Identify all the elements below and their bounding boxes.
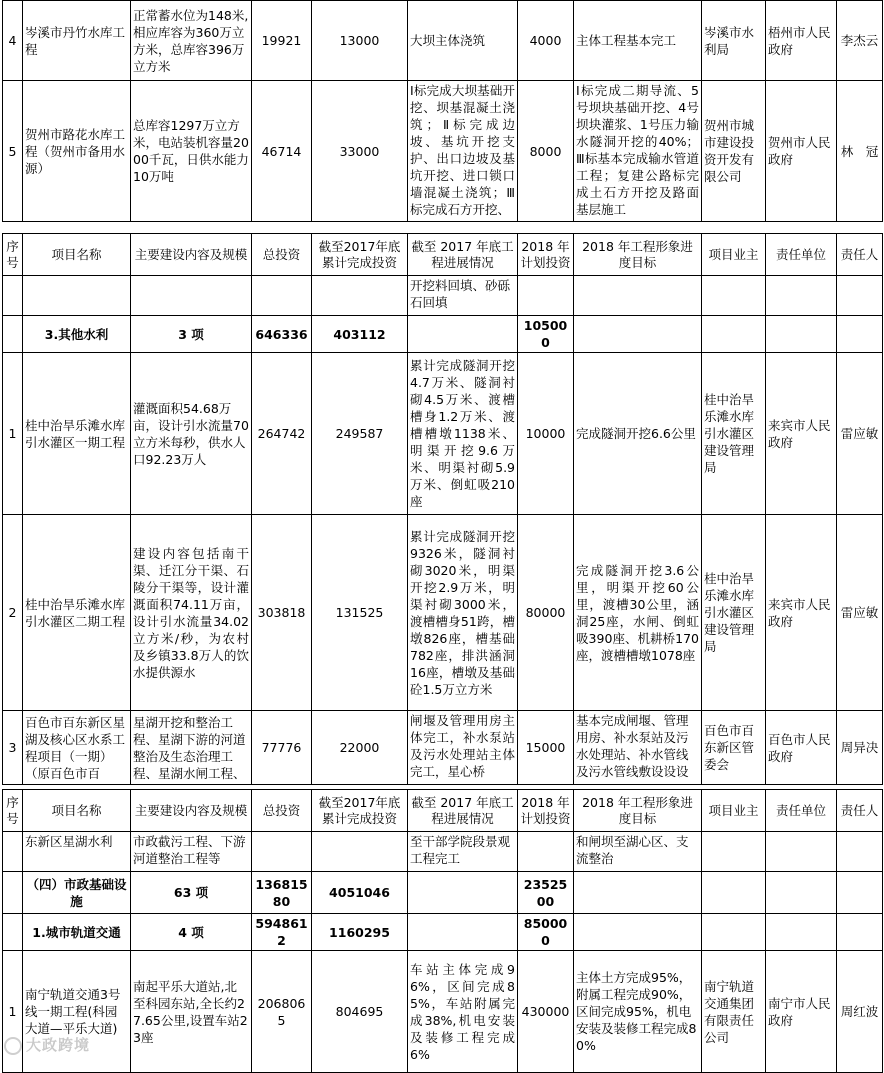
header-seq: 序号 (3, 790, 23, 832)
cell-total: 264742 (252, 353, 312, 515)
cell-name: 桂中治旱乐滩水库引水灌区一期工程 (23, 353, 131, 515)
section-cum: 4051046 (312, 872, 408, 914)
cell-seq: 2 (3, 515, 23, 711)
section-name: （四）市政基础设施 (23, 872, 131, 914)
cell-cum: 131525 (312, 515, 408, 711)
section-row (3, 914, 883, 951)
cell-name: 南宁轨道交通3号线一期工程(科园大道—平乐大道) (23, 951, 131, 1073)
cell-name: 桂中治旱乐滩水库引水灌区二期工程 (23, 515, 131, 711)
section-plan: 850000 (518, 914, 574, 951)
cell-plan: 80000 (518, 515, 574, 711)
cell-person: 雷应敏 (837, 353, 883, 515)
header-owner: 项目业主 (702, 790, 766, 832)
cell-target: Ⅰ标完成二期导流、5号坝块基础开挖、4号坝块灌浆、1号压力输水隧洞开挖的40%；Ⅲ标基本完成输水管道工程；复建公路标完成土石方开挖及路面基层施工 (574, 81, 702, 222)
cell-owner: 南宁轨道交通集团有限责任公司 (702, 951, 766, 1073)
cell-progress: 车站主体完成96%，区间完成85%，车站附属完成38%,机电安装及装修工程完成6% (408, 951, 518, 1073)
cell-seq: 3 (3, 711, 23, 785)
table-row-continuation (3, 832, 883, 872)
cell-owner: 桂中治旱乐滩水库引水灌区建设管理局 (702, 353, 766, 515)
cell-cum: 249587 (312, 353, 408, 515)
cell-target: 基本完成闸堰、管理用房、补水泵站及污水处理站、补水管线及污水管线敷设设设 (574, 711, 702, 785)
header-total: 总投资 (252, 790, 312, 832)
section-cum: 403112 (312, 316, 408, 353)
cell-person: 林 冠 (837, 81, 883, 222)
header-name: 项目名称 (23, 790, 131, 832)
cell-unit: 来宾市人民政府 (766, 353, 837, 515)
cell-progress: 累计完成隧洞开挖4.7万米、隧洞衬砌4.5万米、渡槽槽身1.2万米、渡槽槽墩1138米、明渠开挖9.6万米、明渠衬砌5.9万米、倒虹吸210座 (408, 353, 518, 515)
header-target: 2018 年工程形象进度目标 (574, 790, 702, 832)
cell-cum: 804695 (312, 951, 408, 1073)
section-count: 63 项 (131, 872, 252, 914)
cell-owner: 百色市百东新区管委会 (702, 711, 766, 785)
cell-seq: 1 (3, 353, 23, 515)
cell-target: 和闸坝至湖心区、支流整治 (574, 832, 702, 872)
cell-content: 灌溉面积54.68万亩，设计引水流量70立方米每秒，供水人口92.23万人 (131, 353, 252, 515)
cell-person: 雷应敏 (837, 515, 883, 711)
cell-content: 市政截污工程、下游河道整治工程等 (131, 832, 252, 872)
header-owner: 项目业主 (702, 234, 766, 276)
table-row (3, 711, 883, 785)
section-name: 3.其他水利 (23, 316, 131, 353)
watermark-text: 大政跨境 (26, 1036, 91, 1054)
cell-owner: 贺州市城市建设投资开发有限公司 (702, 81, 766, 222)
cell-plan: 8000 (518, 81, 574, 222)
table-block-1 (2, 0, 883, 222)
cell-unit: 贺州市人民政府 (766, 81, 837, 222)
header-target: 2018 年工程形象进度目标 (574, 234, 702, 276)
header-content: 主要建设内容及规模 (131, 790, 252, 832)
section-count: 3 项 (131, 316, 252, 353)
section-name: 1.城市轨道交通 (23, 914, 131, 951)
header-total: 总投资 (252, 234, 312, 276)
table-block-2 (2, 233, 883, 785)
cell-owner: 岑溪市水利局 (702, 1, 766, 81)
cell-total: 77776 (252, 711, 312, 785)
cell-cum: 13000 (312, 1, 408, 81)
cell-content: 南起平乐大道站,北至科园东站,全长约27.65公里,设置车站23座 (131, 951, 252, 1073)
cell-owner: 桂中治旱乐滩水库引水灌区建设管理局 (702, 515, 766, 711)
table-row (3, 515, 883, 711)
header-unit: 责任单位 (766, 790, 837, 832)
cell-seq: 5 (3, 81, 23, 222)
table-block-3 (2, 789, 883, 1073)
table-header-row (3, 790, 883, 832)
cell-target: 主体土方完成95%，附属工程完成90%，区间完成95%，机电安装及装修工程完成80% (574, 951, 702, 1073)
cell-unit: 南宁市人民政府 (766, 951, 837, 1073)
header-cum: 截至2017年底累计完成投资 (312, 234, 408, 276)
cell-cum: 22000 (312, 711, 408, 785)
cell-name: 百色市百东新区星湖及核心区水系工程项目（一期）（原百色市百 (23, 711, 131, 785)
cell-person: 周红波 (837, 951, 883, 1073)
cell-plan: 4000 (518, 1, 574, 81)
header-cum: 截至2017年底累计完成投资 (312, 790, 408, 832)
cell-progress: 至干部学院段景观工程完工 (408, 832, 518, 872)
header-seq: 序号 (3, 234, 23, 276)
cell-seq: 1 (3, 951, 23, 1073)
cell-total: 2068065 (252, 951, 312, 1073)
table-row-continuation (3, 276, 883, 316)
header-name: 项目名称 (23, 234, 131, 276)
header-unit: 责任单位 (766, 234, 837, 276)
table-row (3, 353, 883, 515)
header-person: 责任人 (837, 790, 883, 832)
cell-target: 完成隧洞开挖3.6公里，明渠开挖60公里，渡槽30公里，涵洞25座，水闸、倒虹吸390座、机耕桥170座，渡槽槽墩1078座 (574, 515, 702, 711)
cell-progress: 累计完成隧洞开挖9326米，隧洞衬砌3020米，明渠开挖2.9万米，明渠衬砌3000米，渡槽槽身51跨，槽墩826座，槽基础782座，排洪涵洞16座，槽墩及基础砼1.5万立方米 (408, 515, 518, 711)
section-plan: 2352500 (518, 872, 574, 914)
section-row (3, 316, 883, 353)
cell-name: 东新区星湖水利 (23, 832, 131, 872)
cell-progress: Ⅰ标完成大坝基础开挖、坝基混凝土浇筑；Ⅱ标完成边坡、基坑开挖支护、出口边坡及基坑开挖、进口锁口墙混凝土浇筑；Ⅲ标完成石方开挖、 (408, 81, 518, 222)
cell-name: 岑溪市丹竹水库工程 (23, 1, 131, 81)
cell-progress: 大坝主体浇筑 (408, 1, 518, 81)
header-plan: 2018 年计划投资 (518, 234, 574, 276)
section-row (3, 872, 883, 914)
cell-unit: 百色市人民政府 (766, 711, 837, 785)
cell-name: 贺州市路花水库工程（贺州市备用水源） (23, 81, 131, 222)
table-header-row (3, 234, 883, 276)
cell-progress: 开挖料回填、砂砾石回填 (408, 276, 518, 316)
cell-plan: 15000 (518, 711, 574, 785)
cell-progress: 闸堰及管理用房主体完工，补水泵站及污水处理站主体完工，星心桥 (408, 711, 518, 785)
section-total: 13681580 (252, 872, 312, 914)
cell-total: 303818 (252, 515, 312, 711)
cell-content: 星湖开挖和整治工程、星湖下游的河道整治及生态治理工程、星湖水闸工程、 (131, 711, 252, 785)
cell-content: 正常蓄水位为148米,相应库容为360万立方米，总库容396万立方米 (131, 1, 252, 81)
watermark-logo-icon (4, 1037, 22, 1055)
cell-content: 建设内容包括南干渠、迁江分干渠、石陵分干渠等，设计灌溉面积74.11万亩，设计引水流量34.02立方米/秒，为农村及乡镇33.8万人的饮水提供源水 (131, 515, 252, 711)
section-total: 5948612 (252, 914, 312, 951)
cell-target: 主体工程基本完工 (574, 1, 702, 81)
cell-unit: 梧州市人民政府 (766, 1, 837, 81)
cell-unit: 来宾市人民政府 (766, 515, 837, 711)
section-cum: 1160295 (312, 914, 408, 951)
cell-content: 总库容1297万立方米，电站装机容量2000千瓦，日供水能力10万吨 (131, 81, 252, 222)
cell-total: 19921 (252, 1, 312, 81)
section-plan: 105000 (518, 316, 574, 353)
cell-target: 完成隧洞开挖6.6公里 (574, 353, 702, 515)
watermark (4, 1034, 90, 1055)
table-row (3, 81, 883, 222)
header-progress: 截至 2017 年底工程进展情况 (408, 234, 518, 276)
cell-seq: 4 (3, 1, 23, 81)
cell-plan: 10000 (518, 353, 574, 515)
cell-person: 李杰云 (837, 1, 883, 81)
table-row (3, 1, 883, 81)
table-row (3, 951, 883, 1073)
header-content: 主要建设内容及规模 (131, 234, 252, 276)
section-count: 4 项 (131, 914, 252, 951)
header-progress: 截至 2017 年底工程进展情况 (408, 790, 518, 832)
section-total: 646336 (252, 316, 312, 353)
cell-person: 周异决 (837, 711, 883, 785)
header-plan: 2018 年计划投资 (518, 790, 574, 832)
cell-total: 46714 (252, 81, 312, 222)
header-person: 责任人 (837, 234, 883, 276)
cell-plan: 430000 (518, 951, 574, 1073)
cell-cum: 33000 (312, 81, 408, 222)
